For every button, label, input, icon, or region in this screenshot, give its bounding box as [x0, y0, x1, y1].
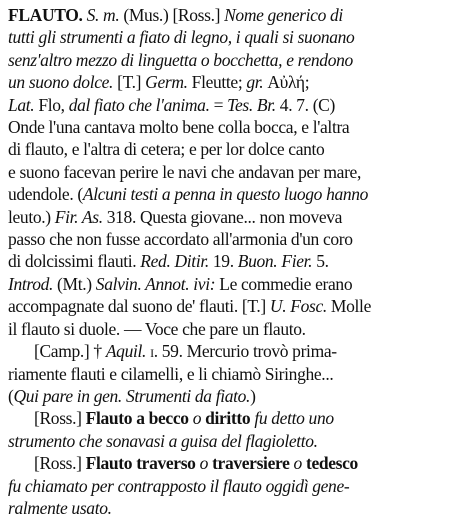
text-run: [Camp.] †: [34, 341, 106, 362]
text-run: =: [209, 94, 228, 115]
text-line: [8, 4, 464, 26]
text-run: o: [199, 453, 209, 474]
text-run: 318. Questa giovane... non moveva: [102, 206, 343, 227]
text-run: accompagnate dal suono de' flauti. [T.]: [8, 296, 270, 317]
text-run: strumento che sonavasi a guisa del flagioletto.: [8, 430, 318, 451]
text-run: FLAUTO.: [8, 5, 83, 25]
text-line: [8, 228, 464, 250]
text-line: [8, 183, 464, 205]
text-run: 4. 7. (C): [275, 94, 335, 115]
text-line: [8, 475, 464, 497]
text-run: [Ross.]: [34, 408, 86, 429]
text-run: (: [8, 385, 14, 406]
text-run: Fir. As.: [54, 206, 103, 227]
text-line: [8, 318, 464, 340]
text-run: traversiere: [212, 453, 290, 474]
text-run: leuto.): [8, 206, 55, 227]
text-run: diritto: [205, 408, 251, 429]
text-run: Onde l'una cantava molto bene colla bocca, e l'altra: [8, 117, 350, 138]
text-run: il flauto si duole. — Voce che pare un flauto.: [8, 318, 306, 339]
text-run: 5.: [312, 251, 329, 272]
text-run: Tes. Br.: [227, 94, 276, 115]
text-run: udendole. (: [8, 184, 83, 205]
text-run: 59. Mercurio trovò prima-: [157, 341, 337, 362]
text-run: Germ.: [145, 72, 188, 93]
text-run: ): [250, 385, 256, 406]
text-run: Salvin. Annot. ivi:: [95, 273, 216, 294]
text-run: riamente flauti e cilamelli, e li chiamò Siringhe...: [8, 363, 334, 384]
text-run: gr.: [246, 72, 264, 93]
text-run: Αὐλή;: [263, 72, 310, 93]
text-run: [Ross.]: [34, 453, 86, 474]
text-run: Buon. Fier.: [237, 251, 313, 272]
text-run: di flauto, e l'altra di cetera; e per lor dolce canto: [8, 139, 325, 160]
text-line: [8, 385, 464, 407]
text-line: [8, 452, 464, 474]
text-line: [8, 273, 464, 295]
text-run: Flauto a becco: [85, 408, 189, 429]
text-run: Fleutte;: [187, 72, 247, 93]
text-run: passo che non fusse accordato all'armonia d'un coro: [8, 229, 353, 250]
text-run: Aquil.: [105, 341, 147, 362]
text-run: (Mus.) [Ross.]: [119, 5, 225, 25]
text-run: (Mt.): [53, 273, 96, 294]
text-run: o: [192, 408, 202, 429]
text-line: [8, 138, 464, 160]
text-line: [8, 49, 464, 71]
text-run: e suono facevan perire le navi che andavan per mare,: [8, 161, 361, 182]
text-run: dal fiato che l'anima.: [68, 94, 210, 115]
text-run: o: [293, 453, 302, 474]
text-run: Red. Ditir.: [140, 251, 209, 272]
text-line: [8, 497, 464, 519]
text-run: 19.: [208, 251, 238, 272]
text-run: [T.]: [113, 72, 146, 93]
text-run: senz'altro mezzo di linguetta o bocchetta, e rendono: [8, 49, 353, 70]
text-run: Flauto traverso: [85, 453, 196, 474]
text-run: fu chiamato per contrapposto il flauto oggidì gene-: [8, 475, 350, 496]
text-run: Qui pare in gen. Strumenti da fiato.: [13, 385, 251, 406]
text-line: [8, 407, 464, 429]
text-line: [8, 94, 464, 116]
text-run: i.: [150, 341, 158, 362]
text-run: U. Fosc.: [269, 296, 327, 317]
text-run: Introd.: [8, 273, 54, 294]
text-run: Nome generico di: [224, 5, 343, 25]
text-line: [8, 250, 464, 272]
text-line: [8, 161, 464, 183]
text-run: ralmente usato.: [8, 497, 112, 518]
text-run: Alcuni testi a penna in questo luogo hanno: [82, 184, 369, 205]
text-run: Le commedie erano: [215, 273, 353, 294]
text-run: un suono dolce.: [8, 72, 114, 93]
text-run: tedesco: [305, 453, 358, 474]
text-run: Molle: [326, 296, 371, 317]
text-line: [8, 26, 464, 48]
text-line: [8, 71, 464, 93]
text-run: di dolcissimi flauti.: [8, 251, 141, 272]
text-run: tutti gli strumenti a fiato di legno, i quali si suonano: [8, 27, 355, 48]
text-line: [8, 295, 464, 317]
text-line: [8, 340, 464, 362]
text-run: S. m.: [86, 5, 120, 25]
text-run: Lat.: [8, 94, 35, 115]
text-line: [8, 116, 464, 138]
text-line: [8, 363, 464, 385]
text-run: Flo,: [34, 94, 69, 115]
text-run: fu detto uno: [254, 408, 334, 429]
text-line: [8, 206, 464, 228]
text-line: [8, 430, 464, 452]
